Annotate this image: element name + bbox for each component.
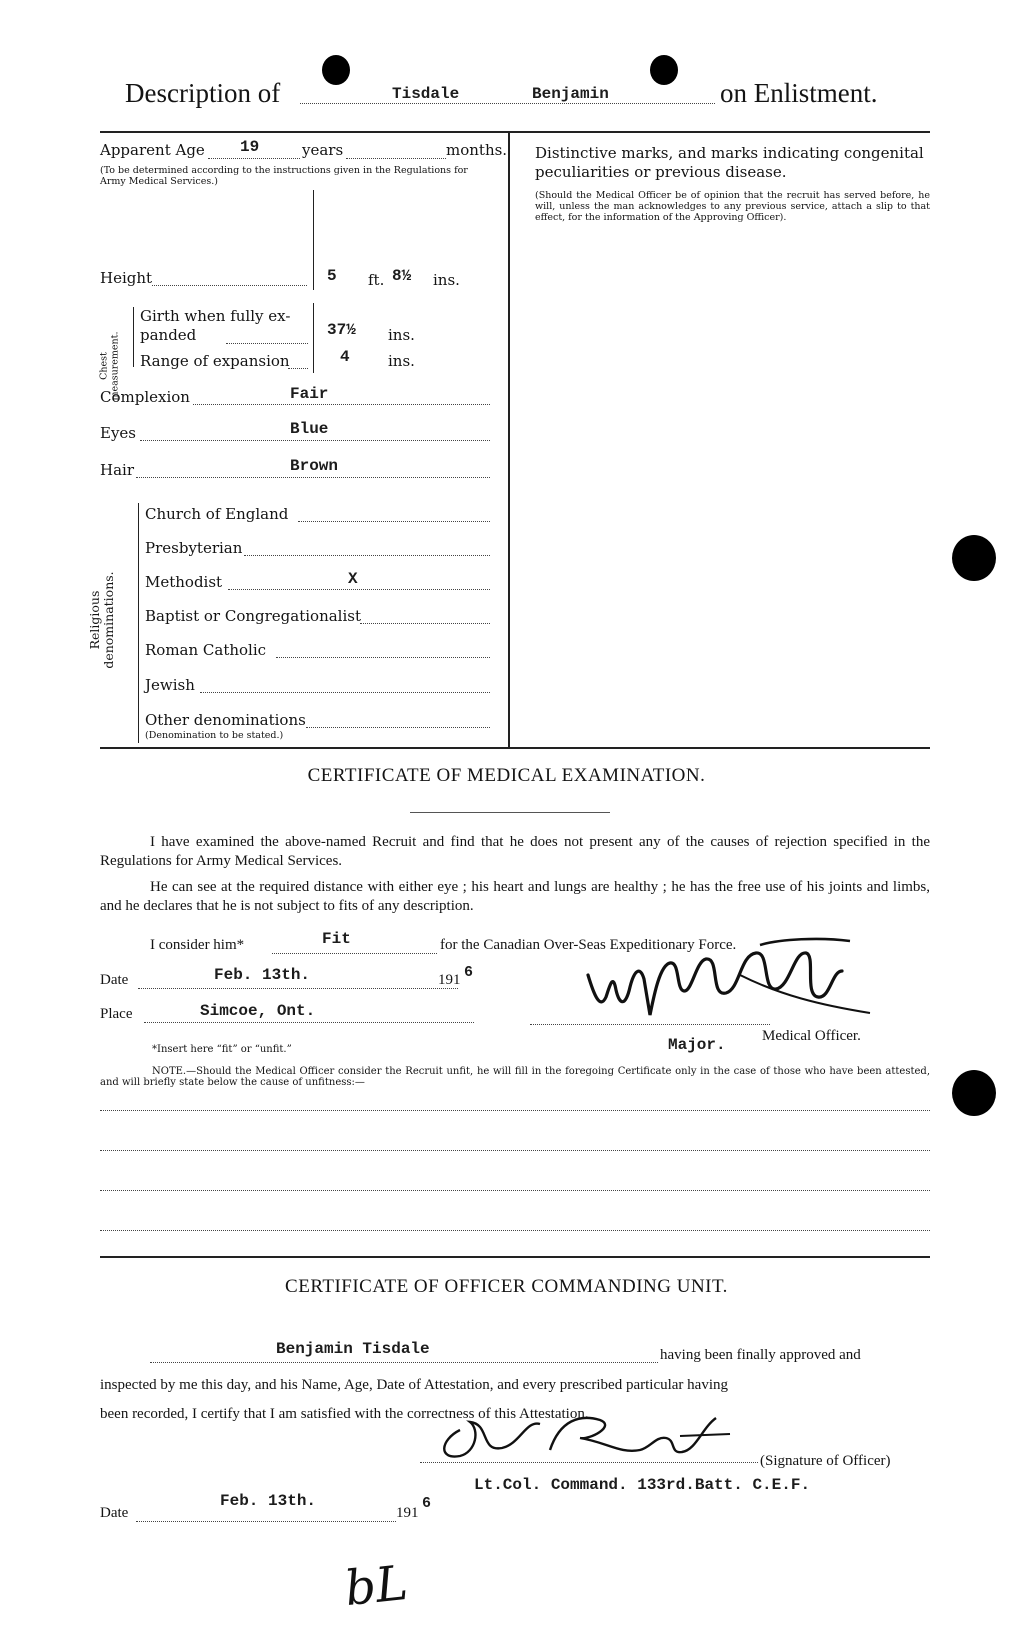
medical-title-underline [410, 812, 610, 813]
inspected-line: inspected by me this day, and his Name, Age, Date of Attestation, and every prescribed particular having [100, 1377, 729, 1393]
approved-line-end: having been finally approved and [660, 1347, 861, 1363]
recruit-name-value: Benjamin Tisdale [276, 1340, 430, 1358]
unfitness-line-4 [100, 1230, 930, 1231]
commanding-year-prefix: 191 [396, 1505, 419, 1521]
religion-0-label: Church of England [145, 505, 289, 523]
marks-title-1: Distinctive marks, and marks indicating congenital [535, 144, 924, 162]
medical-officer-label: Medical Officer. [762, 1028, 861, 1044]
co-signature-dots [420, 1462, 758, 1463]
unfitness-note: NOTE.—Should the Medical Officer consider the Recruit unfit, he will fill in the foregoing Certificate only in the case of those who have been attested, and will briefly state below the cause of unfitness:— [100, 1066, 930, 1088]
age-value: 19 [240, 138, 260, 156]
religion-1-dots [244, 555, 490, 556]
top-rule [100, 131, 930, 133]
commanding-date-value: Feb. 13th. [220, 1492, 317, 1510]
unfitness-line-3 [100, 1190, 930, 1191]
religion-6-label: Other denominations [145, 711, 306, 729]
unfitness-line-2 [100, 1150, 930, 1151]
marks-title-2: peculiarities or previous disease. [535, 163, 787, 181]
religion-3-label: Baptist or Congregationalist [145, 607, 361, 625]
commanding-date-dots [136, 1521, 396, 1522]
header-surname: Tisdale [392, 85, 460, 103]
religion-3-dots [360, 623, 490, 624]
punch-hole-right-upper [952, 535, 996, 581]
religion-6-dots [306, 727, 490, 728]
complexion-value: Fair [290, 385, 329, 403]
medical-officer-signature [580, 935, 880, 1030]
unfitness-line-1 [100, 1110, 930, 1111]
medical-date-value: Feb. 13th. [214, 966, 311, 984]
hair-value: Brown [290, 457, 339, 475]
punch-hole-top-right [650, 55, 678, 85]
years-label: years [302, 141, 344, 159]
section-rule-2 [100, 1256, 930, 1258]
consider-dots [272, 953, 437, 954]
religion-4-dots [276, 657, 490, 658]
punch-hole-top-left [322, 55, 350, 85]
consider-label: I consider him* [150, 937, 245, 953]
range-dots [288, 368, 308, 369]
religion-5-dots [200, 692, 490, 693]
place-dots [144, 1022, 474, 1023]
eyes-label: Eyes [100, 424, 136, 442]
complexion-label: Complexion [100, 388, 190, 406]
medical-para-1: I have examined the above-named Recruit and find that he does not present any of the causes of rejection specified in the Regulations for Army Medical Services. [100, 834, 930, 869]
place-value: Simcoe, Ont. [200, 1002, 316, 1020]
medical-year-prefix: 191 [438, 972, 461, 988]
height-in-value: 8½ [392, 267, 412, 285]
section-rule-1 [100, 747, 930, 749]
religion-4-label: Roman Catholic [145, 641, 267, 659]
height-ft-value: 5 [327, 267, 337, 285]
complexion-dots [193, 404, 490, 405]
insert-note: *Insert here “fit” or “unfit.” [152, 1044, 292, 1055]
header-suffix: on Enlistment. [720, 78, 878, 108]
medical-para-2: He can see at the required distance with either eye ; his heart and lungs are healthy ; he has the free use of his joints and limbs, and he declares that he is not subject to fits of any description. [100, 879, 930, 914]
girth-ins-label: ins. [388, 326, 415, 344]
medical-rank-value: Major. [668, 1036, 726, 1054]
girth-dots [226, 343, 308, 344]
force-label: for the Canadian Over-Seas Expeditionary Force. [440, 937, 737, 953]
place-label: Place [100, 1006, 133, 1022]
range-ins-label: ins. [388, 352, 415, 370]
hair-label: Hair [100, 461, 134, 479]
commanding-officer-signature [430, 1410, 760, 1468]
age-label: Apparent Age [100, 141, 205, 159]
marks-note: (Should the Medical Officer be of opinion that the recruit has served before, he will, unless the man acknowledges to any previous service, attach a slip to that effect, for the information of the Approving Officer). [535, 190, 930, 223]
signature-of-officer-label: (Signature of Officer) [760, 1453, 891, 1469]
ins-label: ins. [433, 271, 460, 289]
chest-label: Chest measurement. [98, 331, 121, 401]
header-given-name: Benjamin [532, 85, 609, 103]
religion-5-label: Jewish [145, 676, 195, 694]
commanding-title: CERTIFICATE OF OFFICER COMMANDING UNIT. [285, 1276, 728, 1297]
commanding-date-label: Date [100, 1505, 129, 1521]
age-dots [208, 158, 300, 159]
religion-label: Religious denominations. [87, 571, 116, 669]
medical-year-digit: 6 [464, 964, 474, 981]
medical-date-dots [138, 988, 458, 989]
commanding-year-digit: 6 [422, 1495, 432, 1512]
age-vertical-rule [313, 190, 314, 290]
religion-2-label: Methodist [145, 573, 223, 591]
medical-date-label: Date [100, 972, 129, 988]
girth-label-1: Girth when fully ex- [140, 307, 291, 325]
punch-hole-right-lower [952, 1070, 996, 1116]
height-label: Height [100, 269, 153, 287]
medical-title: CERTIFICATE OF MEDICAL EXAMINATION. [307, 765, 706, 786]
column-divider [508, 131, 510, 747]
religion-2-mark: X [348, 570, 358, 588]
height-dots [152, 285, 307, 286]
medical-signature-dots [530, 1024, 770, 1025]
header-prefix: Description of [125, 78, 281, 108]
religion-0-dots [298, 521, 490, 522]
hair-dots [136, 477, 490, 478]
consider-value: Fit [322, 930, 351, 948]
religion-1-label: Presbyterian [145, 539, 243, 557]
chest-vertical-rule [313, 303, 314, 373]
range-value: 4 [340, 348, 350, 366]
age-note: (To be determined according to the instructions given in the Regulations for Army Medical Services.) [100, 165, 468, 187]
religion-bracket [138, 503, 139, 743]
recruit-name-dots [150, 1362, 658, 1363]
girth-label-2: panded [140, 326, 197, 344]
range-label: Range of expansion [140, 352, 290, 370]
other-denomination-note: (Denomination to be stated.) [145, 730, 284, 741]
commanding-officer-value: Lt.Col. Command. 133rd.Batt. C.E.F. [474, 1476, 811, 1494]
header-dots [300, 103, 715, 104]
months-label: months. [446, 141, 508, 159]
girth-value: 37½ [327, 321, 356, 339]
religion-2-dots [228, 589, 490, 590]
eyes-value: Blue [290, 420, 329, 438]
ft-label: ft. [368, 271, 385, 289]
eyes-dots [140, 440, 490, 441]
chest-bracket [133, 307, 134, 367]
handwritten-annotation: bL [342, 1554, 411, 1618]
recorded-line: been recorded, I certify that I am satisfied with the correctness of this Attestation. [100, 1406, 589, 1422]
years-dots [346, 158, 446, 159]
